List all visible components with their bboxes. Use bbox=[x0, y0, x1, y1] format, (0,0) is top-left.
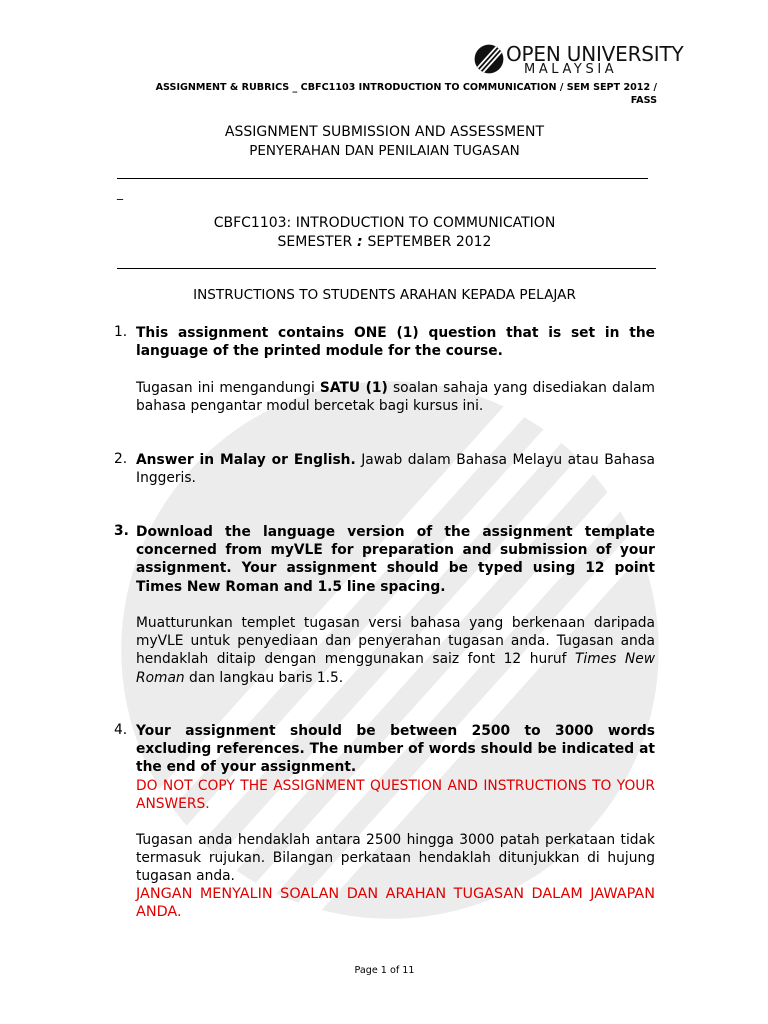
instructions-heading-malay: ARAHAN KEPADA PELAJAR bbox=[395, 287, 576, 303]
running-header-line2: FASS bbox=[630, 94, 657, 106]
item-3-malay-italic: Times New Roman bbox=[136, 651, 655, 686]
item-1-malay-before: Tugasan ini mengandungi bbox=[136, 380, 320, 396]
oum-emblem-icon bbox=[474, 44, 504, 74]
semester-label: SEMESTER bbox=[277, 234, 353, 250]
item-2-english: Answer in Malay or English. bbox=[136, 452, 356, 468]
divider-top bbox=[117, 178, 648, 179]
page-title-malay: PENYERAHAN DAN PENILAIAN TUGASAN bbox=[249, 143, 520, 159]
item-3-malay-after: dan langkau baris 1.5. bbox=[184, 669, 344, 686]
item-4-english-warning: DO NOT COPY THE ASSIGNMENT QUESTION AND INSTRUCTIONS TO YOUR ANSWERS. bbox=[136, 778, 655, 813]
course-title bbox=[112, 214, 657, 252]
running-header bbox=[112, 82, 657, 107]
divider-bottom bbox=[117, 268, 656, 269]
item-3-malay-before: Muatturunkan templet tugasan versi bahasa yang berkenaan daripada myVLE untuk penyediaan dan penyerahan tugasan anda. Tugasan anda hendaklah ditaip dengan menggunakan saiz font 12 huruf bbox=[136, 615, 655, 668]
item-3-number: 3. bbox=[114, 523, 129, 539]
item-2-number: 2. bbox=[114, 451, 128, 467]
semester-colon: : bbox=[352, 234, 368, 250]
item-1-malay bbox=[136, 379, 655, 415]
divider-dash: _ bbox=[117, 186, 123, 200]
instructions-heading-english: INSTRUCTIONS TO STUDENTS bbox=[193, 287, 396, 303]
item-4-malay-warning: JANGAN MENYALIN SOALAN DAN ARAHAN TUGASAN DALAM JAWAPAN ANDA. bbox=[136, 886, 655, 921]
item-1-number: 1. bbox=[114, 324, 128, 340]
item-3-malay bbox=[136, 614, 655, 687]
logo-text-line1: OPEN UNIVERSITY bbox=[506, 42, 684, 66]
course-code-title: CBFC1103: INTRODUCTION TO COMMUNICATION bbox=[213, 215, 556, 231]
item-1-malay-after: soalan sahaja yang disediakan dalam bahasa pengantar modul bercetak bagi kursus ini. bbox=[136, 380, 655, 415]
item-1-english: This assignment contains ONE (1) question that is set in the language of the printed module for the course. bbox=[136, 325, 655, 360]
page-number: Page 1 of 11 bbox=[354, 965, 415, 976]
item-2-text bbox=[136, 451, 655, 487]
page-title: ASSIGNMENT SUBMISSION AND ASSESSMENT bbox=[224, 124, 545, 140]
semester-line bbox=[112, 233, 657, 252]
item-4-number: 4. bbox=[114, 722, 128, 738]
instructions-heading bbox=[112, 287, 657, 303]
item-4-english: Your assignment should be between 2500 to 3000 words excluding references. The number of words should be indicated at the end of your assignment. bbox=[136, 723, 655, 776]
item-2-malay: Jawab dalam Bahasa Melayu atau Bahasa Inggeris. bbox=[136, 452, 655, 487]
item-3-english: Download the language version of the assignment template concerned from myVLE for preparation and submission of your assignment. Your assignment should be typed using 12 point Times New Roman and 1.5 line spacing. bbox=[136, 524, 655, 595]
item-1-malay-bold: SATU (1) bbox=[319, 380, 388, 396]
semester-value: SEPTEMBER 2012 bbox=[367, 234, 492, 250]
logo-text-line2: MALAYSIA bbox=[524, 62, 618, 77]
item-4-malay: Tugasan anda hendaklah antara 2500 hingga 3000 patah perkataan tidak termasuk rujukan. Bilangan perkataan hendaklah ditunjukkan di hujung tugasan anda. bbox=[136, 832, 655, 885]
running-header-line1: ASSIGNMENT & RUBRICS _ CBFC1103 INTRODUCTION TO COMMUNICATION / SEM SEPT 2012 / bbox=[155, 82, 657, 93]
